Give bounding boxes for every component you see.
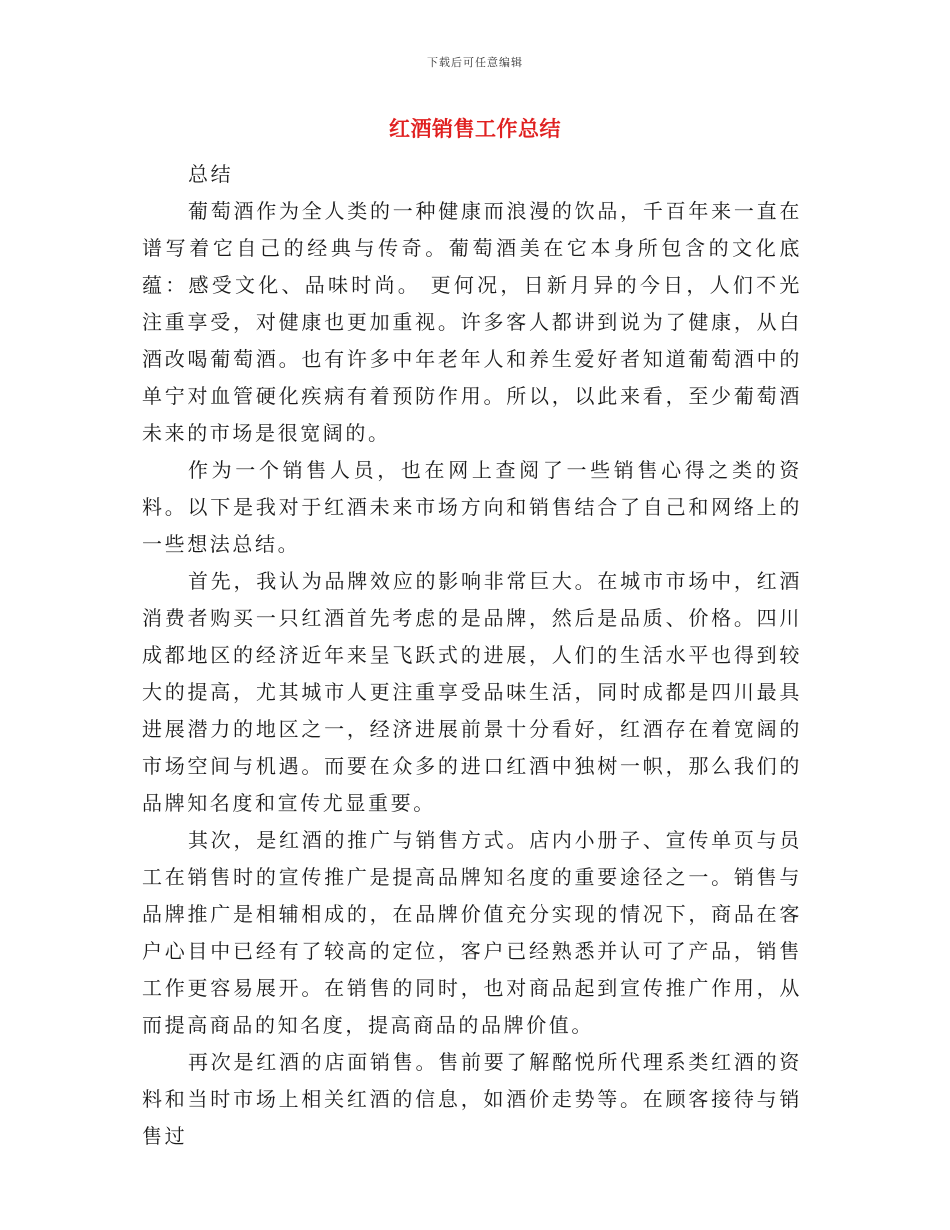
header-note: 下载后可任意编辑	[427, 56, 523, 69]
document-body	[142, 156, 802, 1155]
paragraph-promotion: 其次，是红酒的推广与销售方式。店内小册子、宣传单页与员工在销售时的宣传推广是提高品牌知名度的重要途径之一。销售与品牌推广是相辅相成的，在品牌价值充分实现的情况下，商品在客户心目中已经有了较高的定位，客户已经熟悉并认可了产品，销售工作更容易展开。在销售的同时，也对商品起到宣传推广作用，从而提高商品的知名度，提高商品的品牌价值。	[142, 828, 802, 1037]
paragraph-brand-effect: 首先，我认为品牌效应的影响非常巨大。在城市市场中，红酒消费者购买一只红酒首先考虑的是品牌，然后是品质、价格。四川成都地区的经济近年来呈飞跃式的进展，人们的生活水平也得到较大的提高，尤其城市人更注重享受品味生活，同时成都是四川最具进展潜力的地区之一，经济进展前景十分看好，红酒存在着宽阔的市场空间与机遇。而要在众多的进口红酒中独树一帜，那么我们的品牌知名度和宣传尤显重要。	[142, 569, 802, 815]
paragraph-wine-culture: 葡萄酒作为全人类的一种健康而浪漫的饮品，千百年来一直在谱写着它自己的经典与传奇。葡萄酒美在它本身所包含的文化底蕴：感受文化、品味时尚。 更何况，日新月异的今日，人们不光注重享受，对健康也更加重视。许多客人都讲到说为了健康，从白酒改喝葡萄酒。也有许多中年老年人和养生爱好者知道葡萄酒中的单宁对血管硬化疾病有着预防作用。所以，以此来看，至少葡萄酒未来的市场是很宽阔的。	[142, 199, 802, 445]
document-title: 红酒销售工作总结	[389, 117, 561, 141]
paragraph-summary-label: 总结	[188, 162, 234, 186]
paragraph-store-sales: 再次是红酒的店面销售。售前要了解酩悦所代理系类红酒的资料和当时市场上相关红酒的信息，如酒价走势等。在顾客接待与销售过	[142, 1050, 802, 1148]
paragraph-sales-role: 作为一个销售人员，也在网上查阅了一些销售心得之类的资料。以下是我对于红酒未来市场方向和销售结合了自己和网络上的一些想法总结。	[142, 458, 802, 556]
